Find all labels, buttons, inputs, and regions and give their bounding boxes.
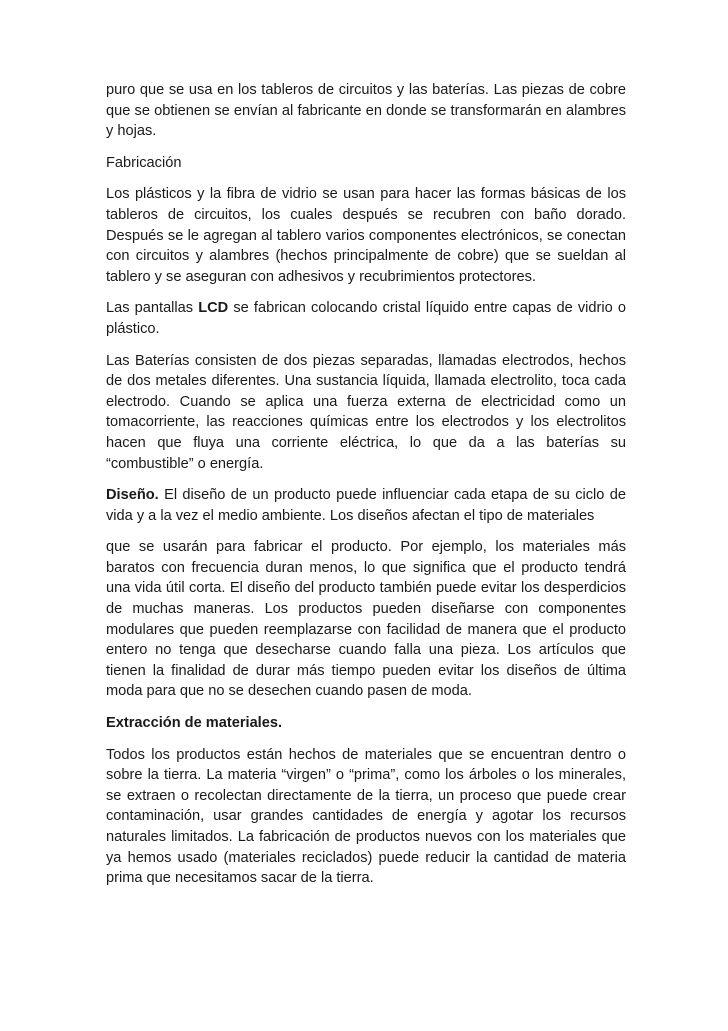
paragraph-materials-cost: que se usarán para fabricar el producto. Por ejemplo, los materiales más baratos con frecuencia duran menos, lo que significa que el producto tendrá una vida útil corta. El diseño del producto también puede evitar los desperdicios de muchas maneras. Los productos pueden diseñarse con componentes modulares que pueden reemplazarse con facilidad de manera que el producto entero no tenga que desecharse cuando falla una pieza. Los artículos que tienen la finalidad de durar más tiempo pueden evitar los diseños de última moda para que no se desechen cuando pasen de moda. — [106, 539, 626, 700]
document-page — [106, 80, 626, 900]
paragraph-circuit-boards: Los plásticos y la fibra de vidrio se usan para hacer las formas básicas de los tableros de circuitos, los cuales después se recubren con baño dorado. Después se le agregan al tablero varios componentes electrónicos, se conectan con circuitos y alambres (hechos principalmente de cobre) que se sueldan al tablero y se aseguran con adhesivos y recubrimientos protectores. — [106, 186, 626, 285]
lcd-text-pre: Las pantallas — [106, 300, 199, 317]
heading-fabricacion: Fabricación — [106, 154, 182, 171]
design-text: El diseño de un producto puede influenciar cada etapa de su ciclo de vida y a la vez el medio ambiente. Los diseños afectan el tipo de materiales — [106, 487, 626, 524]
paragraph-design — [106, 485, 626, 526]
lcd-text-post: se fabrican colocando cristal líquido entre capas de vidrio o plástico. — [106, 300, 626, 337]
paragraph-copper-use: puro que se usa en los tableros de circuitos y las baterías. Las piezas de cobre que se obtienen se envían al fabricante en donde se transformarán en alambres y hojas. — [106, 82, 626, 140]
design-label: Diseño. — [106, 487, 159, 504]
lcd-bold: LCD — [198, 300, 229, 317]
heading-extraccion: Extracción de materiales. — [106, 715, 283, 732]
paragraph-batteries: Las Baterías consisten de dos piezas separadas, llamadas electrodos, hechos de dos metales diferentes. Una sustancia líquida, llamada electrolito, toca cada electrodo. Cuando se aplica una fuerza externa de electricidad como un tomacorriente, las reacciones químicas entre los electrodos y los electrolitos hacen que fluya una corriente eléctrica, lo que da a las baterías su “combustible” o energía. — [106, 352, 626, 472]
paragraph-lcd — [106, 298, 626, 339]
paragraph-raw-materials: Todos los productos están hechos de materiales que se encuentran dentro o sobre la tierra. La materia “virgen” o “prima”, como los árboles o los minerales, se extraen o recolectan directamente de la tierra, un proceso que puede crear contaminación, usar grandes cantidades de energía y agotar los recursos naturales limitados. La fabricación de productos nuevos con los materiales que ya hemos usado (materiales reciclados) puede reducir la cantidad de materia prima que necesitamos sacar de la tierra. — [106, 746, 626, 887]
